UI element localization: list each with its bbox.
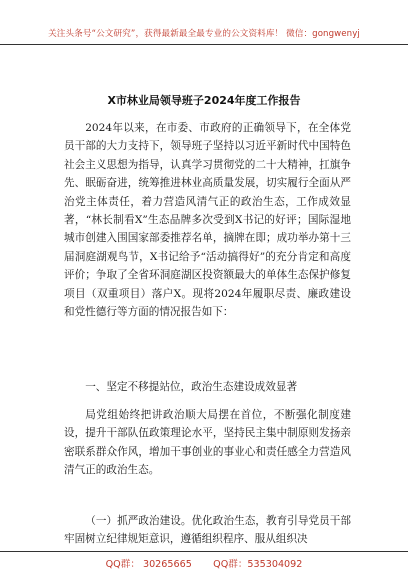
subsection-paragraph — [64, 512, 351, 549]
document-title: X市林业局领导班子2024年度工作报告 — [107, 94, 301, 107]
footer-divider — [0, 551, 408, 552]
footer-qq-groups: QQ群： 30265665 QQ群：535304092 — [105, 559, 303, 570]
header-divider — [0, 44, 408, 45]
intro-paragraph — [64, 119, 351, 321]
section-heading: 一、坚定不移提站位，政治生态建设成效显著 — [85, 381, 298, 393]
header-promo-note: 关注头条号“公文研究”，获得最新最全最专业的公文资料库！ 微信：gongwenyj — [48, 29, 360, 39]
paragraph-text: （一）抓严政治建设。优化政治生态，教育引导党员干部牢固树立纪律规矩意识，遵循组织程序、服从组织决 — [64, 515, 351, 546]
paragraph-text: 2024年以来，在市委、市政府的正确领导下，在全体党员干部的大力支持下，领导班子坚持以习近平新时代中国特色社会主义思想为指导，认真学习贯彻党的二十大精神，扛旗争先、眠砺奋进，统筹推进林业高质量发展，切实履行全面从严治党主体责任，着力营造风清气正的政治生态，工作成效显著，“林长制看X”生态品牌多次受到X书记的好评；国际湿地城市创建入围国家部委推荐名单，摘牌在即；成功举办第十三届洞庭湖观鸟节，X书记给予“活动搞得好”的充分肯定和高度评价；争取了全省环洞庭湖区投资额最大的单体生态保护修复项目（双重项目）落户X。现将2024年履职尽责、廉政建设和党性德行等方面的情况报告如下： — [64, 122, 351, 319]
section-paragraph — [64, 406, 351, 480]
paragraph-text: 局党组始终把讲政治顺大局摆在首位，不断强化制度建设，提升干部队伍政策理论水平，坚持民主集中制原则发扬亲密联系群众作风，增加干事创业的事业心和责任感全力营造风清气正的政治生态。 — [64, 409, 351, 477]
